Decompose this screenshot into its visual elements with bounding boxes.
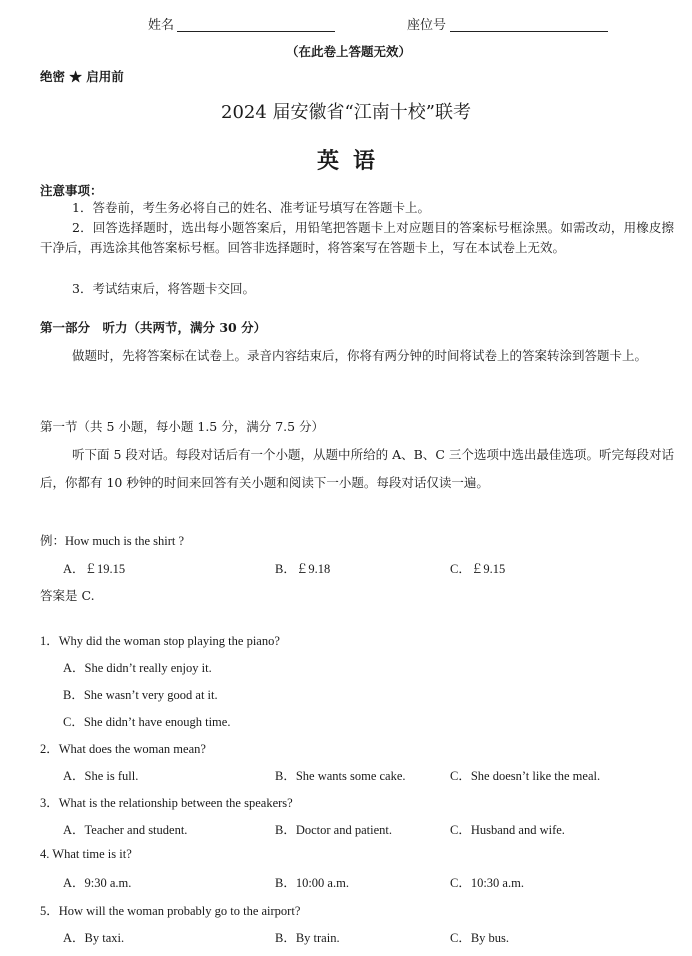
q3-option-c: C．Husband and wife.: [450, 823, 565, 837]
example-question: 例：How much is the shirt ?: [40, 534, 185, 548]
name-label: 姓名: [148, 18, 175, 33]
q1-option-b: B．She wasn’t very good at it.: [63, 688, 218, 702]
q1-option-a: A．She didn’t really enjoy it.: [63, 661, 212, 675]
secret-mark: 绝密 ★ 启用前: [40, 69, 124, 84]
q2-option-c: C．She doesn’t like the meal.: [450, 769, 601, 783]
seat-label: 座位号: [407, 18, 447, 33]
q1-option-c: C．She didn’t have enough time.: [63, 715, 231, 729]
question-3: 3．What is the relationship between the speakers?: [40, 796, 293, 810]
note-item-2: 2．回答选择题时，选出每小题答案后，用铅笔把答题卡上对应题目的答案标号框涂黑。如需改动，用橡皮擦干净后，再选涂其他答案标号框。回答非选择题时，将答案写在答题卡上，写在本试卷上无效。: [40, 220, 674, 255]
q2-option-a: A．She is full.: [63, 769, 139, 783]
question-5: 5．How will the woman probably go to the airport?: [40, 904, 301, 918]
note-item-3: 3．考试结束后，将答题卡交回。: [72, 281, 255, 296]
question-4: 4. What time is it?: [40, 847, 132, 861]
q5-option-c: C．By bus.: [450, 931, 510, 945]
seat-blank: [450, 31, 608, 32]
question-1: 1．Why did the woman stop playing the piano?: [40, 634, 280, 648]
q5-option-a: A．By taxi.: [63, 931, 125, 945]
part1-heading: 第一部分 听力（共两节，满分 30 分）: [40, 320, 267, 335]
q3-option-a: A．Teacher and student.: [63, 823, 188, 837]
question-2: 2．What does the woman mean?: [40, 742, 206, 756]
exam-subject: 英语: [316, 148, 389, 174]
section1-intro: 听下面 5 段对话。每段对话后有一个小题，从题中所给的 A、B、C 三个选项中选出最佳选项。听完每段对话后，你都有 10 秒钟的时间来回答有关小题和阅读下一小题。每段对话仅读一遍。: [40, 447, 674, 490]
exam-title: 2024 届安徽省“江南十校”联考: [221, 102, 471, 123]
example-option-b: B．￡9.18: [275, 562, 331, 576]
invalid-note: （在此卷上答题无效）: [286, 44, 412, 59]
q5-option-b: B．By train.: [275, 931, 340, 945]
q4-option-b: B．10:00 a.m.: [275, 876, 349, 890]
q2-option-b: B．She wants some cake.: [275, 769, 406, 783]
notes-heading: 注意事项：: [40, 183, 103, 198]
part1-intro: 做题时，先将答案标在试卷上。录音内容结束后，你将有两分钟的时间将试卷上的答案转涂到答题卡上。: [72, 348, 648, 363]
q3-option-b: B．Doctor and patient.: [275, 823, 392, 837]
note-item-1: 1．答卷前，考生务必将自己的姓名、准考证号填写在答题卡上。: [72, 200, 430, 215]
example-option-a: A．￡19.15: [63, 562, 126, 576]
q4-option-a: A．9:30 a.m.: [63, 876, 132, 890]
name-blank: [177, 31, 335, 32]
example-answer: 答案是 C.: [40, 588, 95, 603]
q4-option-c: C．10:30 a.m.: [450, 876, 524, 890]
example-option-c: C．￡9.15: [450, 562, 506, 576]
section1-heading: 第一节（共 5 小题，每小题 1.5 分，满分 7.5 分）: [40, 419, 325, 434]
